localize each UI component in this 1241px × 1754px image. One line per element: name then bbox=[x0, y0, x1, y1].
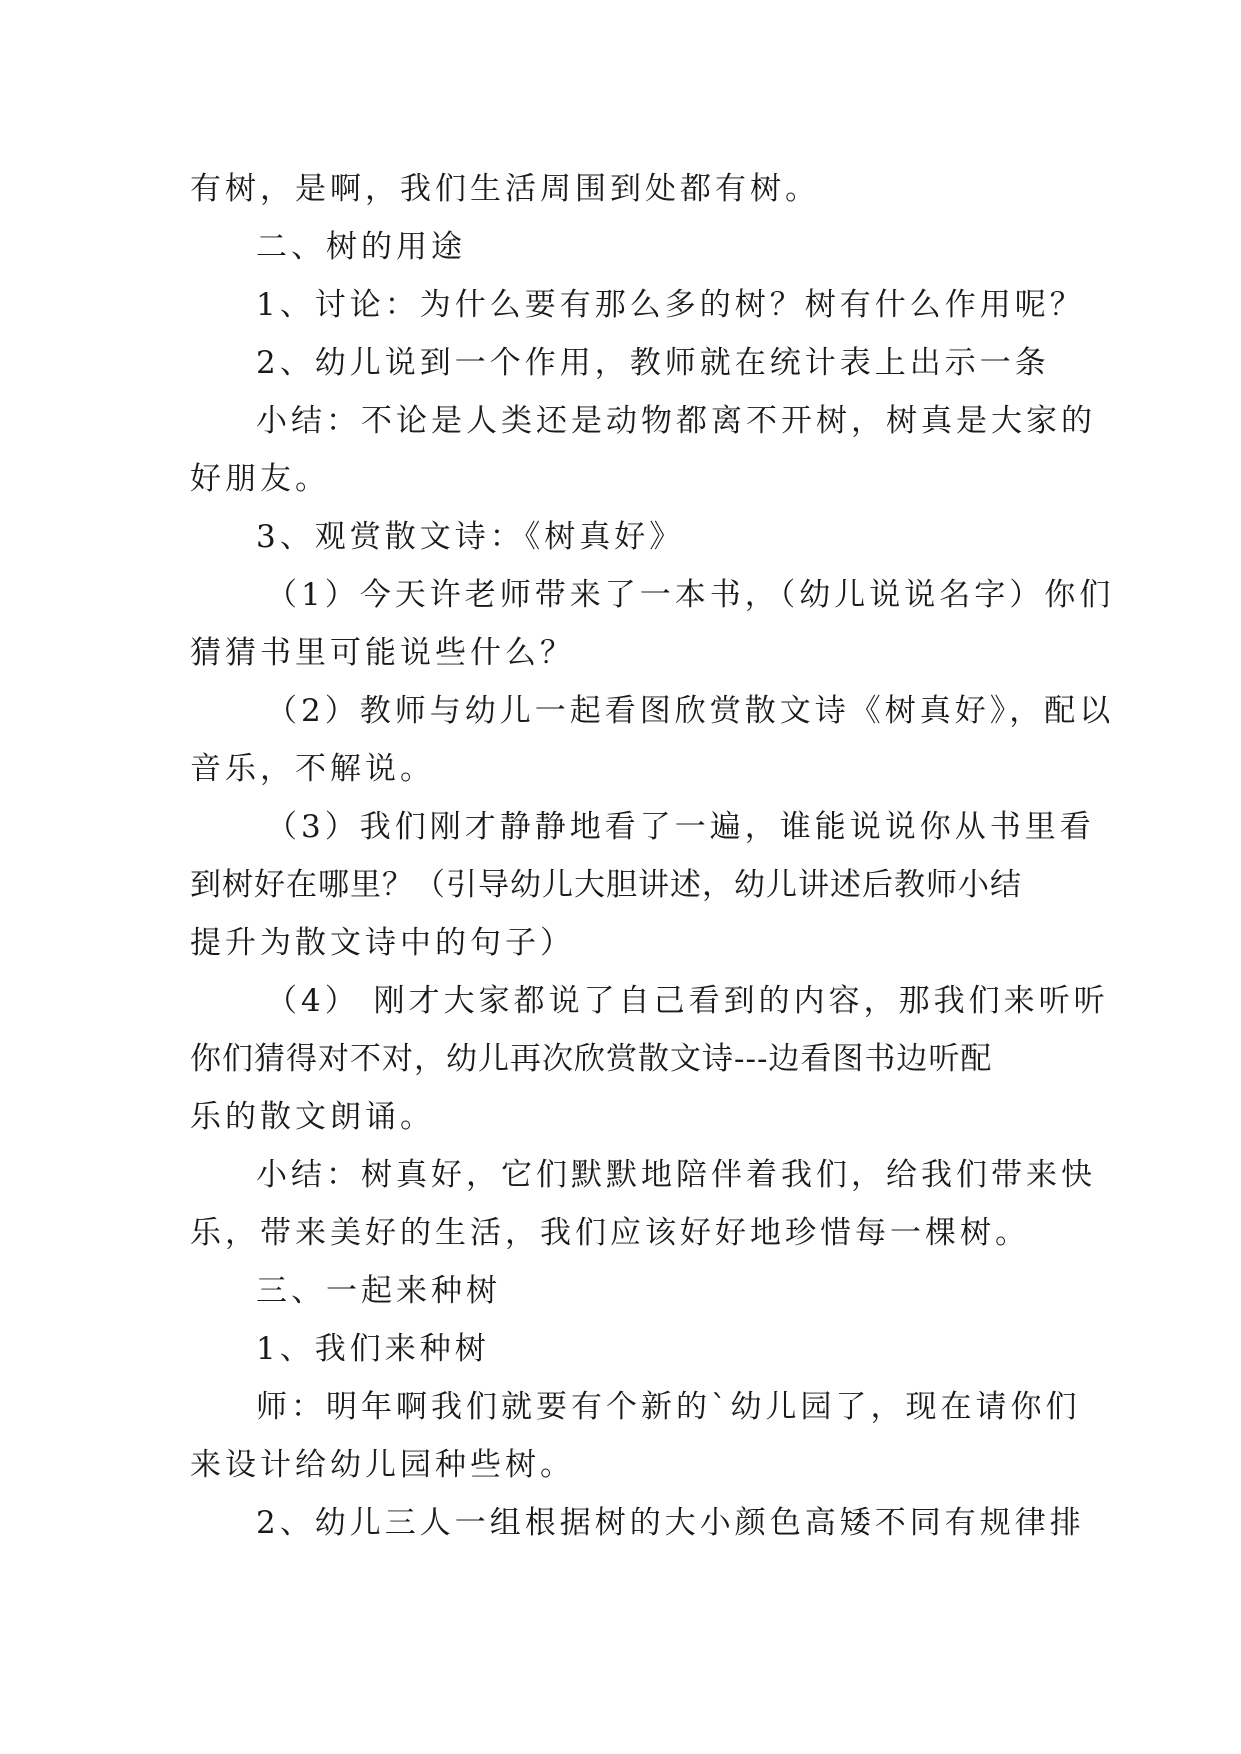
text-line: 到树好在哪里？（引导幼儿大胆讲述，幼儿讲述后教师小结 bbox=[190, 867, 1022, 903]
text-line: 1、我们来种树 bbox=[256, 1331, 490, 1367]
text-line: 乐的散文朗诵。 bbox=[190, 1099, 435, 1135]
text-line: （4） 刚才大家都说了自己看到的内容，那我们来听听 bbox=[266, 983, 1109, 1019]
text-line: （2）教师与幼儿一起看图欣赏散文诗《树真好》，配以 bbox=[266, 693, 1115, 729]
document-body bbox=[190, 160, 1115, 1552]
text-line: 有树，是啊，我们生活周围到处都有树。 bbox=[190, 171, 820, 207]
section-heading: 三、一起来种树 bbox=[256, 1273, 501, 1309]
text-line: 1、讨论：为什么要有那么多的树？树有什么作用呢？ bbox=[256, 287, 1085, 323]
text-line: 音乐，不解说。 bbox=[190, 751, 435, 787]
text-line: 好朋友。 bbox=[190, 461, 330, 497]
text-line: 2、幼儿三人一组根据树的大小颜色高矮不同有规律排 bbox=[256, 1505, 1085, 1541]
text-line: 乐，带来美好的生活，我们应该好好地珍惜每一棵树。 bbox=[190, 1215, 1030, 1251]
text-line: 师：明年啊我们就要有个新的`幼儿园了，现在请你们 bbox=[256, 1389, 1081, 1425]
text-line: （1）今天许老师带来了一本书，（幼儿说说名字）你们 bbox=[266, 577, 1115, 613]
text-line: 猜猜书里可能说些什么？ bbox=[190, 635, 575, 671]
text-line: 3、观赏散文诗：《树真好》 bbox=[256, 519, 685, 555]
text-line: （3）我们刚才静静地看了一遍，谁能说说你从书里看 bbox=[266, 809, 1095, 845]
text-line: 小结：树真好，它们默默地陪伴着我们，给我们带来快 bbox=[256, 1157, 1096, 1193]
text-line: 小结：不论是人类还是动物都离不开树，树真是大家的 bbox=[256, 403, 1096, 439]
section-heading: 二、树的用途 bbox=[256, 229, 466, 265]
text-line: 来设计给幼儿园种些树。 bbox=[190, 1447, 575, 1483]
text-line: 2、幼儿说到一个作用，教师就在统计表上出示一条 bbox=[256, 345, 1050, 381]
text-line: 你们猜得对不对，幼儿再次欣赏散文诗---边看图书边听配 bbox=[190, 1041, 993, 1077]
text-line: 提升为散文诗中的句子） bbox=[190, 925, 575, 961]
